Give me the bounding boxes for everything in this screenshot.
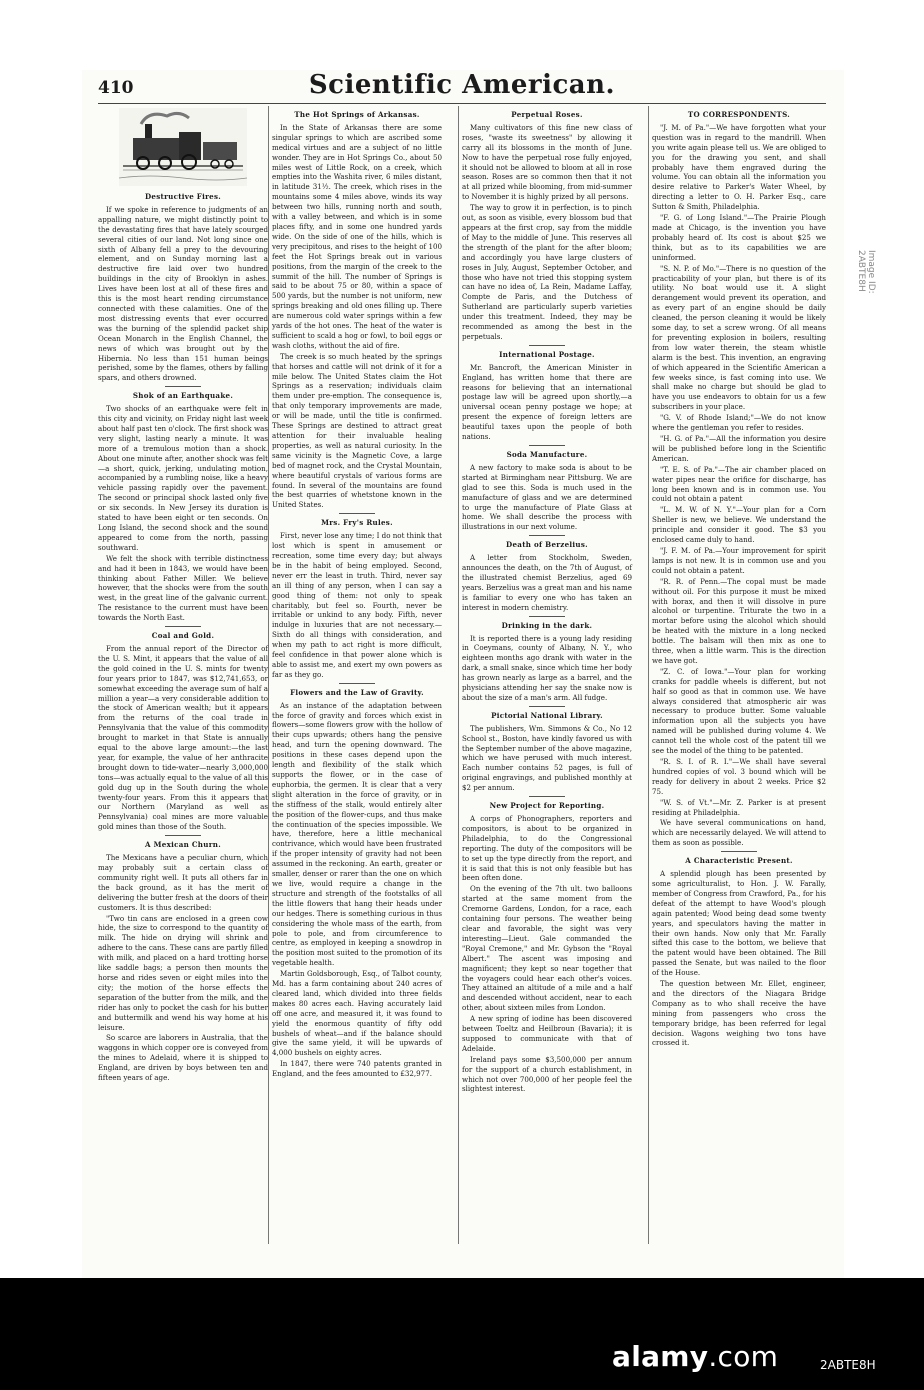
article-heading: A Characteristic Present.: [685, 856, 793, 866]
masthead: Scientific American.: [308, 70, 616, 100]
article-paragraph: We have several communications on hand, which are necessarily delayed. We will attend to them as soon as possible.: [652, 818, 826, 848]
header-rule: [98, 103, 826, 104]
article-paragraph: On the evening of the 7th ult. two balloons started at the same moment from the Cremorne Gardens, London, for a race, each containing four persons. The weather being clear and favorable, the sight was very interesting—Lieut. Gale commanded the "Royal Cremone," and Mr. Gybson the "Royal Albert." The ascent was imposing and magnificent; they kept so near together that the voyagers could hear each other's voices. They attained an altitude of a mile and a half and descended without accident, near to each other, about sixteen miles from London.: [462, 884, 632, 1013]
article-paragraph: The question between Mr. Ellet, engineer, and the directors of the Niagara Bridge Company as to who shall receive the have mining from passengers who cross the temporary bridge, has been referred for legal decision. Wagons weighing two tons have crossed it.: [652, 979, 826, 1048]
section-separator: [529, 616, 565, 617]
article-paragraph: Many cultivators of this fine new class of roses, "waste its sweetness" by allowing it carry all its blossoms in the month of June. Now to have the perpetual rose fully enjoyed, it should not be allowed to bloom at all in rose season. Roses are so common then that it not at all prized while blooming, from mid-summer to November it is highly prized by all persons.: [462, 122, 632, 202]
article-paragraph: "G. V. of Rhode Island;"—We do not know where the gentleman you refer to resides.: [652, 413, 826, 433]
article-heading: Flowers and the Law of Gravity.: [290, 687, 424, 697]
article-heading: Death of Berzelius.: [506, 540, 588, 550]
column-2: [272, 106, 442, 1080]
article-paragraph: "T. E. S. of Pa."—The air chamber placed on water pipes near the orifice for discharge, has long been known and is in common use. You could not obtain a patent: [652, 464, 826, 504]
section-separator: [339, 513, 375, 514]
article-paragraph: "Z. C. of Iowa."—Your plan for working cranks for paddle wheels is different, but not half so good as that in common use. We have always considered that atmospheric air was necessary to produce butter. Some valuable information upon all the subjects you have named will be published during volume 4. We cannot tell the whole cost of the patent till we see the model of the thing to be patented.: [652, 666, 826, 756]
article-paragraph: First, never lose any time; I do not think that lost which is spent in amusement or recreation, some time every day; but always be in the habit of being employed. Second, never err the least in truth. Third, never say an ill thing of any person, when I can say a good thing of them: not only to speak charitably, but feel so. Fourth, never be irritable or unkind to any body. Fifth, never indulge in luxuries that are not necessary.—Sixth do all things with consideration, and when my path to act right is more difficult, feel confidence in that power alone which is able to assist me, and exert my own powers as far as they go.: [272, 531, 442, 679]
article-heading: Perpetual Roses.: [511, 110, 583, 119]
column-3: [462, 106, 632, 1095]
section-separator: [165, 626, 201, 627]
column-4: [652, 106, 826, 1049]
article-paragraph: "R. R. of Penn.—The copal must be made without oil. For this purpose it must be mixed with borax, and then it will dissolve in pure alcohol or turpentine. Triturate the two in a mortar before using the alcohol which should be heated with the mixture in a long necked bottle. The balsam will then mix as one to three, when a little warm. This is the direction we have got.: [652, 576, 826, 665]
column-divider: [268, 106, 269, 1244]
article-heading: Destructive Fires.: [144, 192, 222, 201]
column-divider: [648, 106, 649, 1244]
article-heading: Soda Manufacture.: [506, 450, 588, 459]
article-heading: International Postage.: [499, 349, 595, 359]
article-heading: A Mexican Churn.: [145, 840, 221, 850]
article-paragraph: Martin Goldsborough, Esq., of Talbot county, Md. has a farm containing about 240 acres of cleared land, which divided into three fields makes 80 acres each. Having accurately laid off one acre, and measured it, it was found to yield the enormous quantity of fifty odd bushels of wheat—and if the balance should give the same yield, it will be upwards of 4,000 bushels on eighty acres.: [272, 969, 442, 1058]
section-separator: [165, 835, 201, 836]
article-paragraph: So scarce are laborers in Australia, that the waggons in which copper ore is conveyed from the mines to Adelaid, where it is shipped to England, are driven by boys between ten and fifteen years of age.: [98, 1033, 268, 1083]
article-paragraph: "R. S. I. of R. I."—We shall have several hundred copies of vol. 3 bound which will be ready for delivery in about 2 weeks. Price $2 75.: [652, 757, 826, 796]
column-1: [98, 106, 268, 1084]
watermark-bar: [0, 1278, 924, 1390]
article-paragraph: "Two tin cans are enclosed in a green cow hide, the size to correspond to the quantity of milk. The hide on drying will shrink and adhere to the cans. These cans are partly filled with milk, and placed on a hard trotting horse like saddle bags; a person then mounts the horse and rides seven or eight miles into the city; the motion of the horse effects the separation of the butter from the milk, and the rider has only to pocket the cash for his butter and buttermilk and wend his way home at his leisure.: [98, 913, 268, 1032]
article-heading: Coal and Gold.: [151, 631, 215, 641]
article-paragraph: If we spoke in reference to judgments of an appalling nature, we might distinctly point to the devastating fires that have lately scourged several cities of our land. Not long since one sixth of Albany fell a prey to the devouring element, and on Sunday morning last a destructive fire laid over two hundred buildings in the city of Brooklyn in ashes. Lives have been lost at all of these fires and this is the most heart rending circumstance connected with these calamities. One of the most distressing events that ever occurred was the burning of the splendid packet ship Ocean Monarch in the English Channel, the news of which was brought out by the Hibernia. No less than 151 human beings perished, some by the flames, others by falling spars, and others drowned.: [98, 204, 268, 383]
article-paragraph: A letter from Stockholm, Sweden, announces the death, on the 7th of August, of the illustrated chemist Berzelius, aged 69 years. Berzelius was a great man and his name is familiar to every one who has taken an interest in modern chemistry.: [462, 553, 632, 612]
article-paragraph: We felt the shock with terrible distinctness and had it been in 1843, we would have been thinking about Father Miller. We believe however, that the shocks were from the south west, in the great line of the galvanic current. The resistance to the current must have been towards the North East.: [98, 553, 268, 623]
section-separator: [529, 535, 565, 536]
section-separator: [529, 796, 565, 797]
image-code: 2ABTE8H: [820, 1358, 876, 1372]
section-separator: [529, 445, 565, 446]
article-paragraph: "F. G. of Long Island."—The Prairie Plough made at Chicago, is the invention you have probably heard of. Its cost is about $25 we think, but as to its capabilities we are uninformed.: [652, 213, 826, 262]
article-heading: TO CORRESPONDENTS.: [687, 110, 791, 119]
section-separator: [529, 345, 565, 346]
article-paragraph: A new spring of iodine has been discovered between Toeltz and Heilbroun (Bavaria); it is supposed to communicate with that of Adelaide.: [462, 1014, 632, 1053]
article-paragraph: "J. M. of Pa."—We have forgotten what your question was in regard to the mandrill. When you write again please tell us. We are obliged to you for the drawing you sent, and shall probably have them engraved during the volume. You can obtain all the information you desire relative to Parker's Water Wheel, by directing a letter to O. H. Parker Esq., care Sutton & Smith, Philadelphia.: [652, 122, 826, 212]
article-heading: The Hot Springs of Arkansas.: [294, 110, 420, 119]
article-paragraph: In 1847, there were 740 patents granted in England, and the fees amounted to £32,977.: [272, 1059, 442, 1079]
article-paragraph: A splendid plough has been presented by some agriculturalist, to Hon. J. W. Farally, member of Congress from Crawford, Pa., for his defeat of the attempt to have Wood's plough again patented; Wood being dead some twenty years, and speculators having the matter in their own hands. Now only that Mr. Farally sifted this case to the bottom, we believe that the patent would have been obtained. The Bill passed the Senate, but was nailed to the floor of the House.: [652, 869, 826, 978]
article-paragraph: "L. M. W. of N. Y."—Your plan for a Corn Sheller is new, we believe. We understand the principle and consider it good. The $3 you enclosed came duly to hand.: [652, 505, 826, 545]
article-paragraph: "W. S. of Vt."—Mr. Z. Parker is at present residing at Philadelphia.: [652, 797, 826, 817]
article-heading: Pictorial National Library.: [491, 710, 603, 720]
section-separator: [529, 706, 565, 707]
locomotive-engraving: [119, 108, 247, 186]
article-paragraph: "S. N. P. of Mo."—There is no question of the practicability of your plan, but there is of its utility. No boat would use it. A slight derangement would prevent its operation, and as every part of an engine should be daily cleaned, the person cleaning it would be likely some day, to set a screw wrong. Of all means for preventing explosion in boilers, resulting from low water therein, the steam whistle alarm is the best. This invention, an engraving of which appeared in the Scientific American a few weeks since, is fast coming into use. We shall make no charge but should be glad to have you use endeavors to obtain for us a few subscribers in your place.: [652, 263, 826, 412]
article-paragraph: It is reported there is a young lady residing in Coeymans, county of Albany, N. Y., who eighteen months ago drank with water in the dark, a small snake, since which time her body has grown nearly as large as a barrel, and the physicians attending her say the snake now is about the size of a man's arm. All fudge.: [462, 633, 632, 702]
page-number: 410: [98, 78, 134, 98]
article-paragraph: "H. G. of Pa."—All the information you desire will be published before long in the Scientific American.: [652, 434, 826, 463]
article-paragraph: A corps of Phonographers, reporters and compositors, is about to be organized in Philadelphia, to do the Congressional reporting. The duty of the compositors will be to set up the type directly from the report, and it is said that this is not only feasible but has been often done.: [462, 814, 632, 883]
section-separator: [339, 683, 375, 684]
article-heading: Shok of an Earthquake.: [132, 391, 234, 401]
article-paragraph: Mr. Bancroft, the American Minister in England, has written home that there are reasons for believing that an international postage law will be agreed upon shortly,—a universal ocean penny postage we hope; at present the expence of foreign letters are beautiful taxes upon the people of both nations.: [462, 362, 632, 442]
column-divider: [458, 106, 459, 1244]
article-paragraph: "J. F. M. of Pa.—Your improvement for spirit lamps is not new. It is in common use and you could not obtain a patent.: [652, 545, 826, 575]
article-paragraph: Two shocks of an earthquake were felt in this city and vicinity, on Friday night last week about half past ten o'clock. The first shock was very slight, lasting nearly a minute. It was more of a tremulous motion than a shock. About one minute after, another shock was felt—a short, quick, jerking, undulating motion, accompanied by a rumbling noise, like a heavy vehicle passing rapidly over the pavement. The second or principal shock lasted only five or six seconds. In New Jersey its duration is stated to have been eight or ten seconds. On Long Island, the second shock and the sound appeared to come from the north, passing southward.: [98, 404, 268, 552]
article-heading: New Project for Reporting.: [489, 801, 605, 811]
article-paragraph: Ireland pays some $3,500,000 per annum for the support of a church establishment, in which not over 700,000 of her people feel the slightest interest.: [462, 1054, 632, 1094]
section-separator: [721, 851, 757, 852]
section-separator: [165, 386, 201, 387]
article-paragraph: In the State of Arkansas there are some singular springs to which are ascribed some medical virtues and are a subject of no little wonder. They are in Hot Springs Co., about 50 miles west of Little Rock, on a creek, which empties into the Washita river, 6 miles distant, in latitude 31½. The creek, which rises in the mountains some 4 miles above, winds its way between two hills, running north and south, with a valley between, and which is in some places fifty, and in some one hundred yards wide. On the side of one of the hills, which is very precipitous, and rises to the height of 100 feet the Hot Springs break out in various positions, from the margin of the creek to the summit of the hill. The number of Springs is said to be about 75 or 80, within a space of 500 yards, but the number is not uniform, new springs breaking and old ones filling up. There are numerous cold water springs within a few yards of the hot ones. The heat of the water is sufficient to scald a hog or fowl, to boil eggs or wash cloths, without the aid of fire.: [272, 122, 442, 350]
article-heading: Drinking in the dark.: [501, 620, 593, 630]
watermark-logo: alamy.com: [612, 1340, 779, 1373]
article-paragraph: The Mexicans have a peculiar churn, which may probably suit a certain class of community right well. It puts all others far in the back ground, as it has the merit of delivering the butter fresh at the doors of their customers. It is thus described:: [98, 853, 268, 912]
article-heading: Mrs. Fry's Rules.: [321, 518, 393, 528]
article-paragraph: The publishers, Wm. Simmons & Co., No 12 School st., Boston, have kindly favored us with the September number of the above magazine, which we have perused with much interest. Each number contains 52 pages, is full of original engravings, and published monthly at $2 per annum.: [462, 723, 632, 793]
side-image-code: Image ID: 2ABTE8H: [856, 250, 876, 294]
article-paragraph: A new factory to make soda is about to be started at Birmingham near Pittsburg. We are glad to see this. Soda is much used in the manufacture of glass and we are determined to urge the manufacture of Plate Glass at home. We shall describe the process with illustrations in our next volume.: [462, 462, 632, 532]
article-paragraph: The creek is so much heated by the springs that horses and cattle will not drink of it for a mile below. The United States claim the Hot Springs as a reservation; individuals claim them under pre-emption. The consequence is, that only temporary improvements are made, or will be made, until the title is confirmed. These Springs are destined to attract great attention for their invaluable healing properties, as well as natural curiosity. In the same vicinity is the Magnetic Cove, a large bed of magnet rock, and the Crystal Mountain, where beautiful crystals of various forms are found. In several of the mountains are found the best quarries of whetstone known in the United States.: [272, 351, 442, 510]
article-paragraph: From the annual report of the Director of the U. S. Mint, it appears that the value of all the gold coined in the U. S. mints for twenty four years prior to 1847, was $12,741,653, or somewhat exceeding the average sum of half a million a year—a very considerable addition to the stock of American wealth; but it appears from the returns of the coal trade in Pennsylvania that the value of this commodity brought to market in that State is annually equal to the above large amount:—the last year, for example, the value of her anthracite brought down to tide-water—nearly 3,000,000 tons—was actually equal to the value of all this gold dug up in the South during the whole twenty-four years. From this it appears that our Northern (Maryland as well as Pennsylvania) coal mines are more valuable gold mines than those of the South.: [98, 643, 268, 832]
article-paragraph: As an instance of the adaptation between the force of gravity and forces which exist in flowers—some flowers grow with the hollow of their cups upwards; others hang the pensive head, and turn the opening downward. The positions in these cases depend upon the length and flexibility of the stalk which supports the flower, or in the case of euphorbia, the germen. It is clear that a very slight alteration in the force of gravity, or in the stiffness of the stalk, would entirely alter the position of the flower-cups, and thus make the continuation of the species impossible. We have, therefore, here a little mechanical contrivance, which would have been frustrated if the proper intensity of gravity had not been assumed in the reckoning. An earth, greater or smaller, denser or rarer than the one on which we live, would require a change in the structure and strength of the footstalks of all the little flowers that hang their heads under our hedges. There is something curious in thus considering the whole mass of the earth, from pole to pole, and from circumference to centre, as employed in keeping a snowdrop in the position most suited to the promotion of its vegetable health.: [272, 700, 442, 968]
article-paragraph: The way to grow it in perfection, is to pinch out, as soon as visible, every blossom bud that appears at the first crop, say from the middle of May to the middle of June. This reserves all the strength of the plant for the after bloom; and accordingly you have large clusters of roses in July, August, September October, and those who have not tried this stopping system can have no idea of, La Rein, Madame Laffay, Compte de Paris, and the Dutchess of Sutherland are particularly superb varieties under this treatment. Indeed, they may be recommended as among the best in the perpetuals.: [462, 203, 632, 341]
